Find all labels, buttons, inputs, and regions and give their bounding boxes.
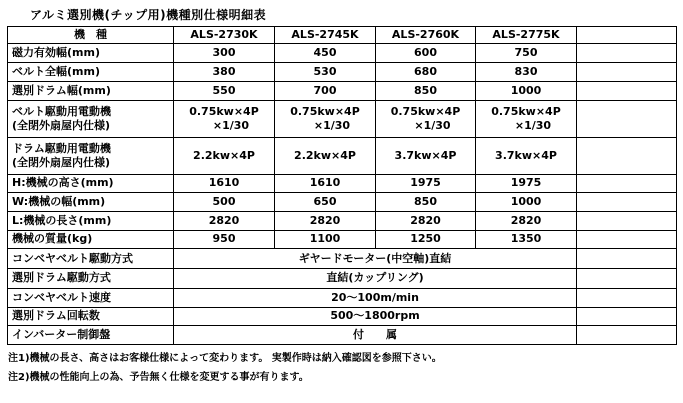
table-row xyxy=(8,174,677,193)
model-header: ALS-2775K xyxy=(476,27,577,44)
document-title: アルミ選別機(チップ用)機種別仕様明細表 xyxy=(30,8,267,22)
table-row xyxy=(8,269,677,289)
cell-value: 530 xyxy=(275,63,376,82)
row-label: 磁力有効幅(mm) xyxy=(8,43,174,63)
row-label: H:機械の高さ(mm) xyxy=(8,174,174,193)
model-header: ALS-2760K xyxy=(376,27,476,44)
cell-value: 1000 xyxy=(476,193,577,212)
empty-cell xyxy=(577,43,677,63)
empty-cell xyxy=(577,230,677,249)
row-label: W:機械の幅(mm) xyxy=(8,193,174,212)
table-row xyxy=(8,138,677,174)
merged-cell-value: 500～1800rpm xyxy=(174,307,577,326)
cell-value: 1975 xyxy=(376,174,476,193)
row-label: コンベヤベルト駆動方式 xyxy=(8,249,174,269)
cell-value: 650 xyxy=(275,193,376,212)
row-label: コンベヤベルト速度 xyxy=(8,288,174,307)
row-label xyxy=(8,100,174,137)
cell-value: 1000 xyxy=(476,82,577,101)
cell-value: 300 xyxy=(174,43,275,63)
cell-value: 1975 xyxy=(476,174,577,193)
empty-cell xyxy=(577,249,677,269)
table-row xyxy=(8,43,677,63)
spec-table xyxy=(7,26,677,345)
table-row xyxy=(8,307,677,326)
cell-value: 1610 xyxy=(174,174,275,193)
row-label xyxy=(8,138,174,174)
cell-value: 1610 xyxy=(275,174,376,193)
table-row xyxy=(8,211,677,230)
cell-value: 550 xyxy=(174,82,275,101)
row-label-line: ベルト駆動用電動機 xyxy=(12,104,111,118)
row-label: ベルト全幅(mm) xyxy=(8,63,174,82)
cell-value: 3.7kw×4P xyxy=(376,138,476,174)
table-row xyxy=(8,100,677,137)
table-row xyxy=(8,326,677,345)
row-label: 選別ドラム幅(mm) xyxy=(8,82,174,101)
cell-value: 0.75kw×4P ×1/30 xyxy=(376,100,476,137)
cell-value: 700 xyxy=(275,82,376,101)
table-row xyxy=(8,193,677,212)
empty-cell xyxy=(577,307,677,326)
note-line: 注1)機械の長さ、高さはお客様仕様によって変わります。 実製作時は納入確認図を参照下さい。 xyxy=(8,353,442,364)
header-label: 機 種 xyxy=(8,27,174,44)
merged-cell-value: ギヤードモーター(中空軸)直結 xyxy=(174,249,577,269)
cell-value: 750 xyxy=(476,43,577,63)
cell-value: 830 xyxy=(476,63,577,82)
row-label-line: ドラム駆動用電動機 xyxy=(12,141,111,155)
cell-value: 0.75kw×4P ×1/30 xyxy=(275,100,376,137)
row-label: 選別ドラム駆動方式 xyxy=(8,269,174,289)
empty-cell xyxy=(577,193,677,212)
empty-cell xyxy=(577,100,677,137)
empty-cell xyxy=(577,63,677,82)
cell-value: 2.2kw×4P xyxy=(275,138,376,174)
cell-value: 450 xyxy=(275,43,376,63)
header-row xyxy=(8,27,677,44)
empty-cell xyxy=(577,82,677,101)
empty-cell xyxy=(577,138,677,174)
cell-value: 850 xyxy=(376,193,476,212)
notes xyxy=(8,349,442,387)
model-header: ALS-2730K xyxy=(174,27,275,44)
row-label: 選別ドラム回転数 xyxy=(8,307,174,326)
cell-value: 1100 xyxy=(275,230,376,249)
cell-value: 950 xyxy=(174,230,275,249)
cell-value: 500 xyxy=(174,193,275,212)
cell-value: 680 xyxy=(376,63,476,82)
blank-header xyxy=(577,27,677,44)
cell-value: 380 xyxy=(174,63,275,82)
row-label-line: (全閉外扇屋内仕様) xyxy=(12,155,111,169)
cell-value: 1250 xyxy=(376,230,476,249)
cell-value: 0.75kw×4P ×1/30 xyxy=(476,100,577,137)
row-label: インバーター制御盤 xyxy=(8,326,174,345)
cell-value: 2820 xyxy=(174,211,275,230)
merged-cell-value: 直結(カップリング) xyxy=(174,269,577,289)
cell-value: 2820 xyxy=(476,211,577,230)
empty-cell xyxy=(577,326,677,345)
empty-cell xyxy=(577,174,677,193)
row-label: 機械の質量(kg) xyxy=(8,230,174,249)
model-header: ALS-2745K xyxy=(275,27,376,44)
table-row xyxy=(8,288,677,307)
cell-value: 2.2kw×4P xyxy=(174,138,275,174)
cell-value: 3.7kw×4P xyxy=(476,138,577,174)
merged-cell-value: 20～100m/min xyxy=(174,288,577,307)
empty-cell xyxy=(577,211,677,230)
table-row xyxy=(8,230,677,249)
cell-value: 2820 xyxy=(376,211,476,230)
cell-value: 850 xyxy=(376,82,476,101)
empty-cell xyxy=(577,269,677,289)
row-label: L:機械の長さ(mm) xyxy=(8,211,174,230)
row-label-line: (全閉外扇屋内仕様) xyxy=(12,118,111,132)
cell-value: 0.75kw×4P ×1/30 xyxy=(174,100,275,137)
cell-value: 2820 xyxy=(275,211,376,230)
table-row xyxy=(8,63,677,82)
cell-value: 1350 xyxy=(476,230,577,249)
empty-cell xyxy=(577,288,677,307)
table-row xyxy=(8,82,677,101)
note-line: 注2)機械の性能向上の為、予告無く仕様を変更する事が有ります。 xyxy=(8,372,309,383)
table-row xyxy=(8,249,677,269)
merged-cell-value: 付 属 xyxy=(174,326,577,345)
cell-value: 600 xyxy=(376,43,476,63)
